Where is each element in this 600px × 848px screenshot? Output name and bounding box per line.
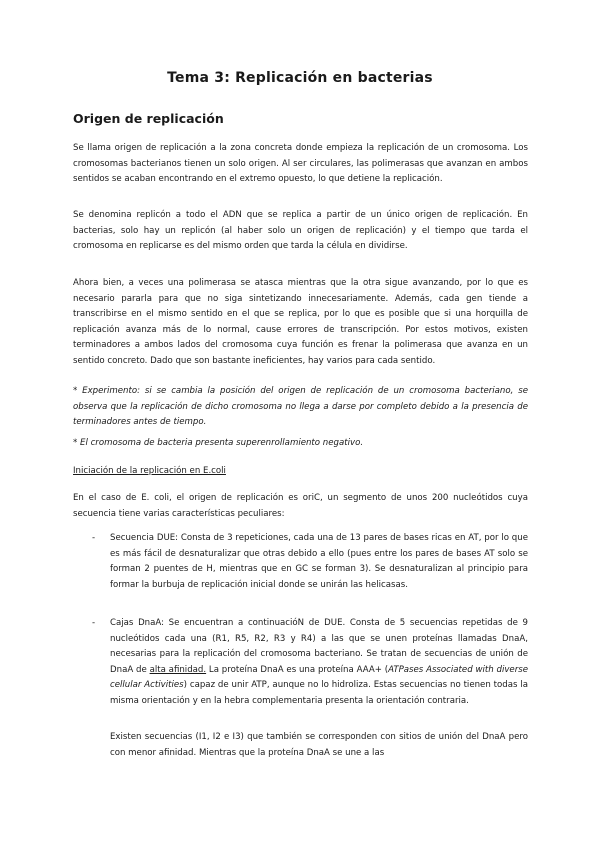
section-heading-iniciacion: Iniciación de la replicación en E.coli xyxy=(73,466,226,476)
paragraph-origen: Se llama origen de replicación a la zona concreta donde empieza la replicación de un cromosoma. Los cromosomas bacterianos tienen un solo origen. Al ser circulares, las polimerasas que avanzan en ambos sentidos se acaban encontrando en el extremo opuesto, lo que detiene la replicación. xyxy=(73,143,528,185)
note-superenrollamiento: * El cromosoma de bacteria presenta superenrollamiento negativo. xyxy=(73,438,364,448)
list-bullet: - xyxy=(92,618,96,628)
aaa-expansion: ATPases Associated with diverse cellular Activities xyxy=(110,664,529,691)
list-item-due: Secuencia DUE: Consta de 3 repeticiones, cada una de 13 pares de bases ricas en AT, por lo que es más fácil de desnaturalizar que otras debido a ello (pues entre los pares de bases AT solo se forman 2 puentes de H, mientras que en GC se forman 3). Se desnaturalizan al principio para formar la burbuja de replicación inicial donde se unirán las helicasas. xyxy=(110,533,528,590)
cajas-dnaa-text-c: ) capaz de unir ATP, aunque no lo hidroliza. Estas secuencias no tienen todas la misma orientación y en la hebra complementaria presenta la orientación contraria. xyxy=(110,680,528,706)
page-title: Tema 3: Replicación en bacterias xyxy=(167,70,433,86)
paragraph-secuencias-i: Existen secuencias (I1, I2 e I3) que también se corresponden con sitios de unión del DnaA pero con menor afinidad. Mientras que la proteína DnaA se une a las xyxy=(110,732,528,758)
cajas-dnaa-text-b: La proteína DnaA es una proteína AAA+ ( xyxy=(206,664,389,675)
list-item-cajas-dnaa xyxy=(110,616,528,710)
alta-afinidad-link: alta afinidad. xyxy=(149,664,207,675)
paragraph-terminadores: Ahora bien, a veces una polimerasa se atasca mientras que la otra sigue avanzando, por lo que es necesario pararla para que no siga sintetizando innecesariamente. Además, cada gen tiende a transcribirse en el mismo sentido en el que se replica, por lo que es posible que si una horquilla de replicación avanza más de lo normal, cause errores de transcripción. Por estos motivos, existen terminadores a ambos lados del cromosoma cuya función es frenar la polimerasa que avanza en un sentido concreto. Dado que son bastante ineficientes, hay varios para cada sentido. xyxy=(73,278,528,366)
list-bullet: - xyxy=(92,533,96,543)
paragraph-replicon: Se denomina replicón a todo el ADN que se replica a partir de un único origen de replicación. En bacterias, solo hay un replicón (al haber solo un origen de replicación) y el tiempo que tarda el cromosoma en replicarse es del mismo orden que tarda la célula en dividirse. xyxy=(73,210,528,252)
section-heading-origen: Origen de replicación xyxy=(73,111,224,126)
cajas-dnaa-text-a: Cajas DnaA: Se encuentran a continuacióN de DUE. Consta de 5 secuencias repetidas de 9 nucleótidos cada una (R1, R5, R2, R3 y R4) a las que se unen proteínas llamadas DnaA, necesarias para la replicación del cromosoma bacteriano. Se tratan de secuencias de unión de DnaA de xyxy=(110,618,528,675)
paragraph-oric-intro: En el caso de E. coli, el origen de replicación es oriC, un segmento de unos 200 nucleótidos cuya secuencia tiene varias características peculiares: xyxy=(73,493,528,519)
note-experimento: * Experimento: si se cambia la posición del origen de replicación de un cromosoma bacteriano, se observa que la replicación de dicho cromosoma no llega a darse por completo debido a la presencia de terminadores antes de tiempo. xyxy=(73,386,528,428)
